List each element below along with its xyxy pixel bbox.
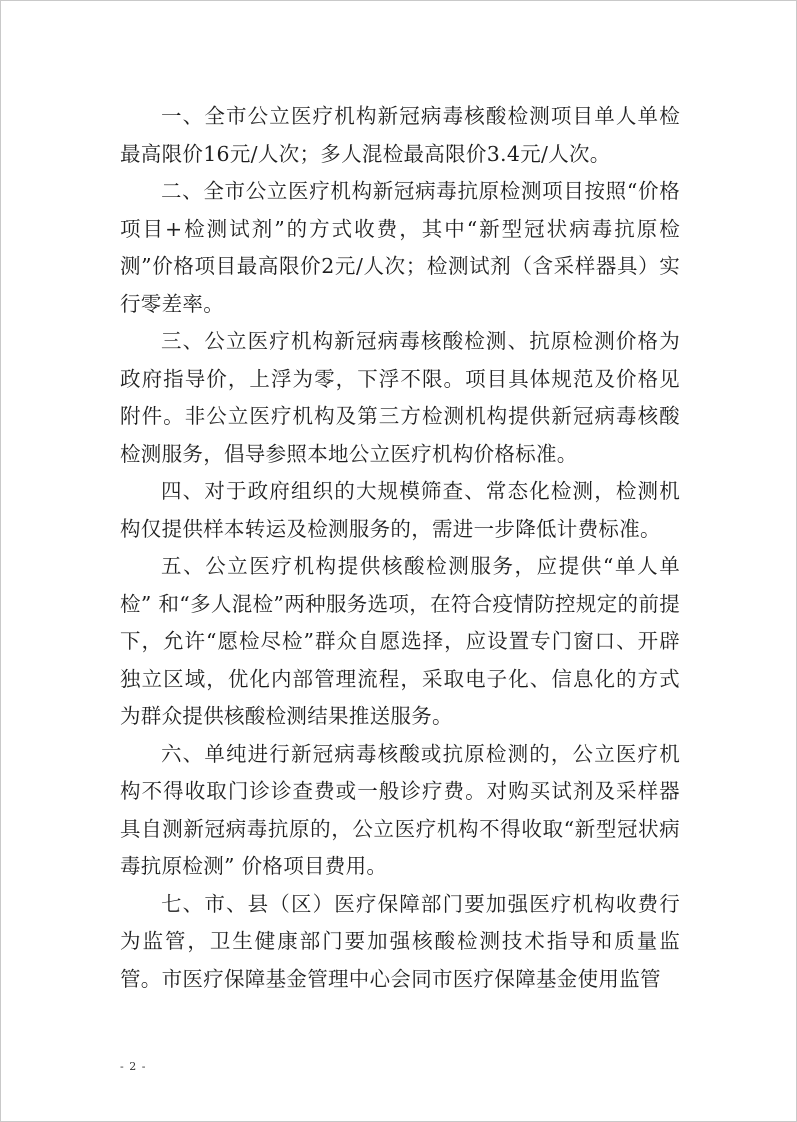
paragraph-4: 四、对于政府组织的大规模筛查、常态化检测，检测机构仅提供样本转运及检测服务的，需进一步降低计费标准。 [120, 479, 680, 541]
paragraph-6: 六、单纯进行新冠病毒核酸或抗原检测的，公立医疗机构不得收取门诊诊查费或一般诊疗费。对购买试剂及采样器具自测新冠病毒抗原的，公立医疗机构不得收取“新型冠状病毒抗原检测” 价格项目费用。 [120, 741, 680, 878]
paragraph-3: 三、公立医疗机构新冠病毒核酸检测、抗原检测价格为政府指导价，上浮为零，下浮不限。项目具体规范及价格见附件。非公立医疗机构及第三方检测机构提供新冠病毒核酸检测服务，倡导参照本地公立医疗机构价格标准。 [120, 329, 680, 466]
document-body [120, 98, 680, 998]
paragraph-1: 一、全市公立医疗机构新冠病毒核酸检测项目单人单检最高限价16元/人次；多人混检最高限价3.4元/人次。 [120, 104, 680, 166]
page-number: - 2 - [120, 1060, 147, 1073]
paragraph-2: 二、全市公立医疗机构新冠病毒抗原检测项目按照“价格项目+检测试剂”的方式收费，其中“新型冠状病毒抗原检测”价格项目最高限价2元/人次；检测试剂（含采样器具）实行零差率。 [120, 179, 680, 316]
paragraph-7: 七、市、县（区）医疗保障部门要加强医疗机构收费行为监管，卫生健康部门要加强核酸检测技术指导和质量监管。市医疗保障基金管理中心会同市医疗保障基金使用监管 [120, 891, 680, 991]
paragraph-5: 五、公立医疗机构提供核酸检测服务，应提供“单人单检” 和“多人混检”两种服务选项，在符合疫情防控规定的前提下，允许“愿检尽检”群众自愿选择，应设置专门窗口、开辟独立区域，优化内部管理流程，采取电子化、信息化的方式为群众提供核酸检测结果推送服务。 [120, 554, 680, 728]
